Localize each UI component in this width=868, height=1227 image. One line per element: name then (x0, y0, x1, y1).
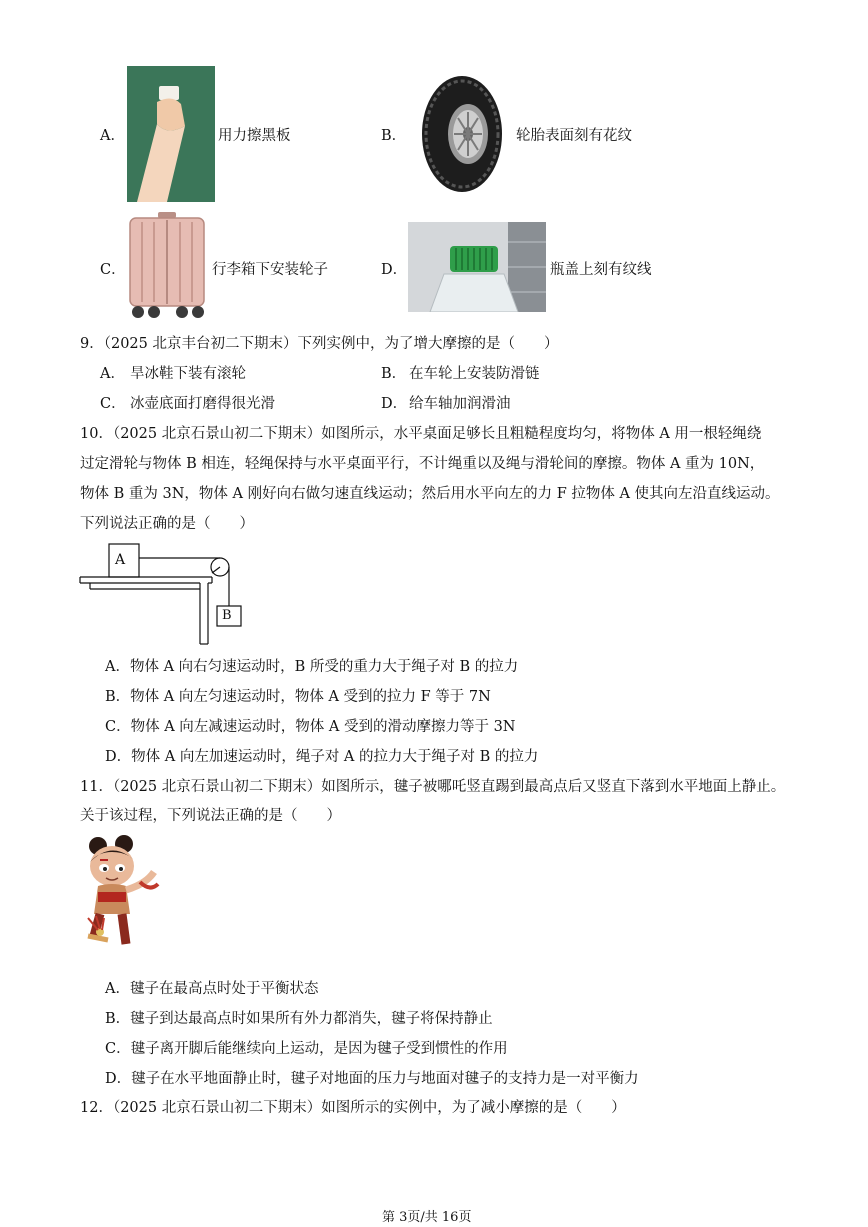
option-text: 轮胎表面刻有花纹 (516, 128, 632, 144)
chalkboard-erasing-photo (127, 66, 215, 202)
bottle-cap-photo (408, 222, 546, 312)
option-a: A．毽子在最高点时处于平衡状态 (105, 981, 319, 997)
question-stem-line: 过定滑轮与物体 B 相连，轻绳保持与水平桌面平行，不计绳重以及绳与滑轮间的摩擦。物体 A 重为 10N， (80, 456, 765, 472)
option-letter: C． (100, 396, 126, 412)
question-12-stem: 12．（2025 北京石景山初二下期末）如图所示的实例中，为了减小摩擦的是（ ） (80, 1100, 626, 1116)
option-b: B．物体 A 向左匀速运动时，物体 A 受到的拉力 F 等于 7N (105, 689, 491, 705)
question-stem-line: 10．（2025 北京石景山初二下期末）如图所示，水平桌面足够长且粗糙程度均匀，将物体 A 用一根轻绳绕 (80, 426, 762, 442)
pulley-diagram (76, 540, 256, 648)
option-letter: D． (381, 396, 408, 412)
option-d: D．物体 A 向左加速运动时，绳子对 A 的拉力大于绳子对 B 的拉力 (105, 749, 539, 765)
page-footer: 第 3页/共 16页 (382, 1210, 472, 1225)
option-d: D．毽子在水平地面静止时，毽子对地面的压力与地面对毽子的支持力是一对平衡力 (105, 1071, 639, 1087)
question-stem-line: 11．（2025 北京石景山初二下期末）如图所示，毽子被哪吒竖直踢到最高点后又竖直下落到水平地面上静止。 (80, 779, 786, 795)
option-letter: D． (381, 262, 408, 278)
option-letter: A． (100, 366, 125, 382)
option-a: A．物体 A 向右匀速运动时，B 所受的重力大于绳子对 B 的拉力 (105, 659, 519, 675)
tire-tread-photo (414, 72, 510, 196)
option-text: 在车轮上安装防滑链 (409, 366, 540, 382)
block-b-label: B (222, 608, 232, 623)
block-a-label: A (115, 552, 126, 568)
nezha-kicking-shuttlecock (80, 832, 164, 960)
question-stem-line: 物体 B 重为 3N，物体 A 刚好向右做匀速直线运动；然后用水平向左的力 F 拉物体 A 使其向左沿直线运动。 (80, 486, 780, 502)
question-stem-line: 下列说法正确的是（ ） (80, 516, 254, 532)
luggage-wheels-photo (124, 210, 208, 320)
option-c: C．毽子离开脚后能继续向上运动，是因为毽子受到惯性的作用 (105, 1041, 508, 1057)
option-text: 冰壶底面打磨得很光滑 (130, 396, 275, 412)
question-stem-line: 关于该过程，下列说法正确的是（ ） (80, 808, 341, 824)
question-stem: 9．（2025 北京丰台初二下期末）下列实例中，为了增大摩擦的是（ ） (80, 336, 559, 352)
option-text: 旱冰鞋下装有滚轮 (130, 366, 246, 382)
option-text: 行李箱下安装轮子 (212, 262, 328, 278)
option-text: 用力擦黑板 (218, 128, 291, 144)
option-letter: B． (381, 366, 407, 382)
option-letter: B． (381, 128, 407, 144)
option-b: B．毽子到达最高点时如果所有外力都消失，毽子将保持静止 (105, 1011, 493, 1027)
option-letter: C． (100, 262, 126, 278)
option-letter: A． (100, 128, 125, 144)
option-text: 给车轴加润滑油 (409, 396, 511, 412)
option-c: C．物体 A 向左减速运动时，物体 A 受到的滑动摩擦力等于 3N (105, 719, 516, 735)
option-text: 瓶盖上刻有纹线 (550, 262, 652, 278)
